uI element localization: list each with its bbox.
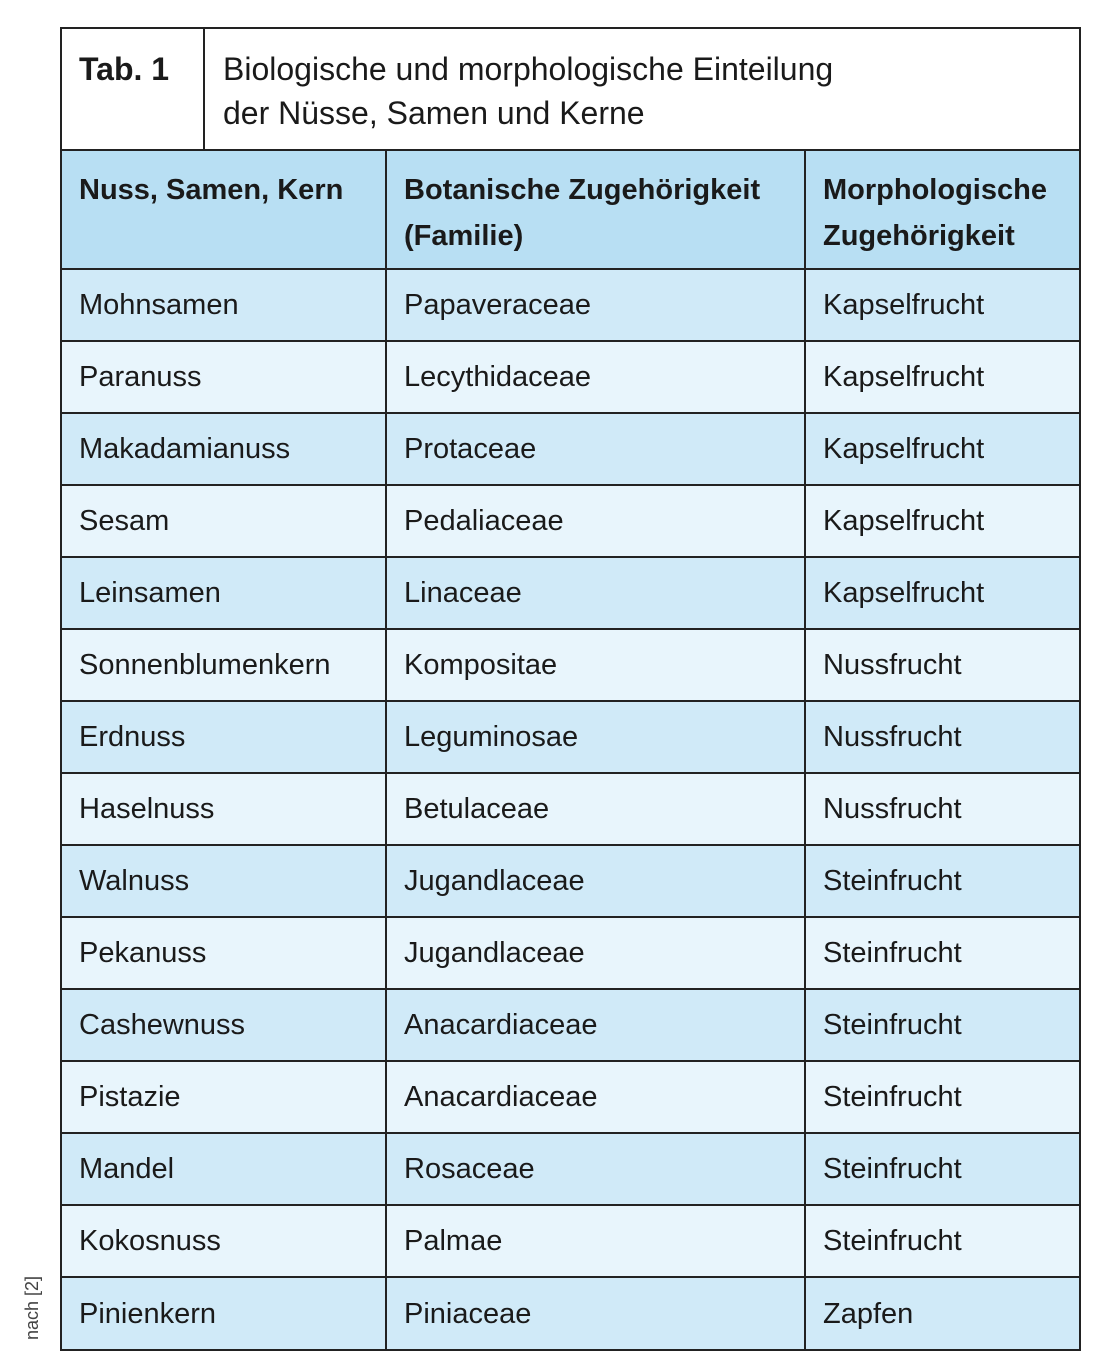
column-header-family: Botanische Zugehörigkeit (Familie) bbox=[386, 151, 805, 269]
cell-morphology: Kapselfrucht bbox=[805, 413, 1079, 485]
table-row bbox=[62, 1277, 1079, 1349]
cell-morphology: Nussfrucht bbox=[805, 701, 1079, 773]
cell-nut: Walnuss bbox=[62, 845, 386, 917]
cell-nut: Makadamianuss bbox=[62, 413, 386, 485]
cell-morphology: Kapselfrucht bbox=[805, 269, 1079, 341]
table-number: Tab. 1 bbox=[62, 29, 205, 149]
table-row bbox=[62, 629, 1079, 701]
cell-family: Piniaceae bbox=[386, 1277, 805, 1349]
cell-nut: Pinienkern bbox=[62, 1277, 386, 1349]
cell-morphology: Steinfrucht bbox=[805, 917, 1079, 989]
cell-family: Papaveraceae bbox=[386, 269, 805, 341]
table-row bbox=[62, 917, 1079, 989]
cell-family: Anacardiaceae bbox=[386, 1061, 805, 1133]
cell-nut: Mohnsamen bbox=[62, 269, 386, 341]
cell-morphology: Kapselfrucht bbox=[805, 341, 1079, 413]
table-row bbox=[62, 701, 1079, 773]
column-header-nut: Nuss, Samen, Kern bbox=[62, 151, 386, 269]
cell-nut: Pekanuss bbox=[62, 917, 386, 989]
table-row bbox=[62, 341, 1079, 413]
cell-nut: Paranuss bbox=[62, 341, 386, 413]
cell-nut: Sonnenblumenkern bbox=[62, 629, 386, 701]
table-row bbox=[62, 557, 1079, 629]
cell-morphology: Steinfrucht bbox=[805, 989, 1079, 1061]
cell-morphology: Kapselfrucht bbox=[805, 485, 1079, 557]
cell-family: Jugandlaceae bbox=[386, 845, 805, 917]
cell-morphology: Nussfrucht bbox=[805, 773, 1079, 845]
table-row bbox=[62, 1061, 1079, 1133]
cell-family: Rosaceae bbox=[386, 1133, 805, 1205]
cell-family: Anacardiaceae bbox=[386, 989, 805, 1061]
table-row bbox=[62, 1133, 1079, 1205]
cell-morphology: Steinfrucht bbox=[805, 845, 1079, 917]
cell-family: Leguminosae bbox=[386, 701, 805, 773]
cell-family: Palmae bbox=[386, 1205, 805, 1277]
cell-family: Linaceae bbox=[386, 557, 805, 629]
cell-nut: Pistazie bbox=[62, 1061, 386, 1133]
table-caption bbox=[62, 29, 1079, 151]
data-table bbox=[62, 151, 1079, 1349]
cell-family: Protaceae bbox=[386, 413, 805, 485]
table-title: Biologische und morphologische Einteilung der Nüsse, Samen und Kerne bbox=[223, 51, 834, 131]
cell-family: Pedaliaceae bbox=[386, 485, 805, 557]
cell-morphology: Kapselfrucht bbox=[805, 557, 1079, 629]
table-row bbox=[62, 485, 1079, 557]
cell-morphology: Steinfrucht bbox=[805, 1061, 1079, 1133]
nut-classification-table bbox=[60, 27, 1081, 1351]
table-row bbox=[62, 845, 1079, 917]
source-note: nach [2] bbox=[22, 1275, 42, 1340]
cell-nut: Mandel bbox=[62, 1133, 386, 1205]
cell-nut: Erdnuss bbox=[62, 701, 386, 773]
cell-morphology: Zapfen bbox=[805, 1277, 1079, 1349]
table-row bbox=[62, 1205, 1079, 1277]
cell-family: Betulaceae bbox=[386, 773, 805, 845]
column-header-morphology: Morphologische Zugehörigkeit bbox=[805, 151, 1079, 269]
cell-morphology: Steinfrucht bbox=[805, 1205, 1079, 1277]
table-row bbox=[62, 773, 1079, 845]
cell-family: Jugandlaceae bbox=[386, 917, 805, 989]
table-row bbox=[62, 413, 1079, 485]
cell-family: Lecythidaceae bbox=[386, 341, 805, 413]
cell-nut: Cashewnuss bbox=[62, 989, 386, 1061]
cell-nut: Kokosnuss bbox=[62, 1205, 386, 1277]
table-row bbox=[62, 269, 1079, 341]
table-row bbox=[62, 989, 1079, 1061]
cell-morphology: Steinfrucht bbox=[805, 1133, 1079, 1205]
header-row bbox=[62, 151, 1079, 269]
cell-family: Kompositae bbox=[386, 629, 805, 701]
cell-nut: Haselnuss bbox=[62, 773, 386, 845]
cell-morphology: Nussfrucht bbox=[805, 629, 1079, 701]
table-body bbox=[62, 269, 1079, 1349]
cell-nut: Leinsamen bbox=[62, 557, 386, 629]
cell-nut: Sesam bbox=[62, 485, 386, 557]
